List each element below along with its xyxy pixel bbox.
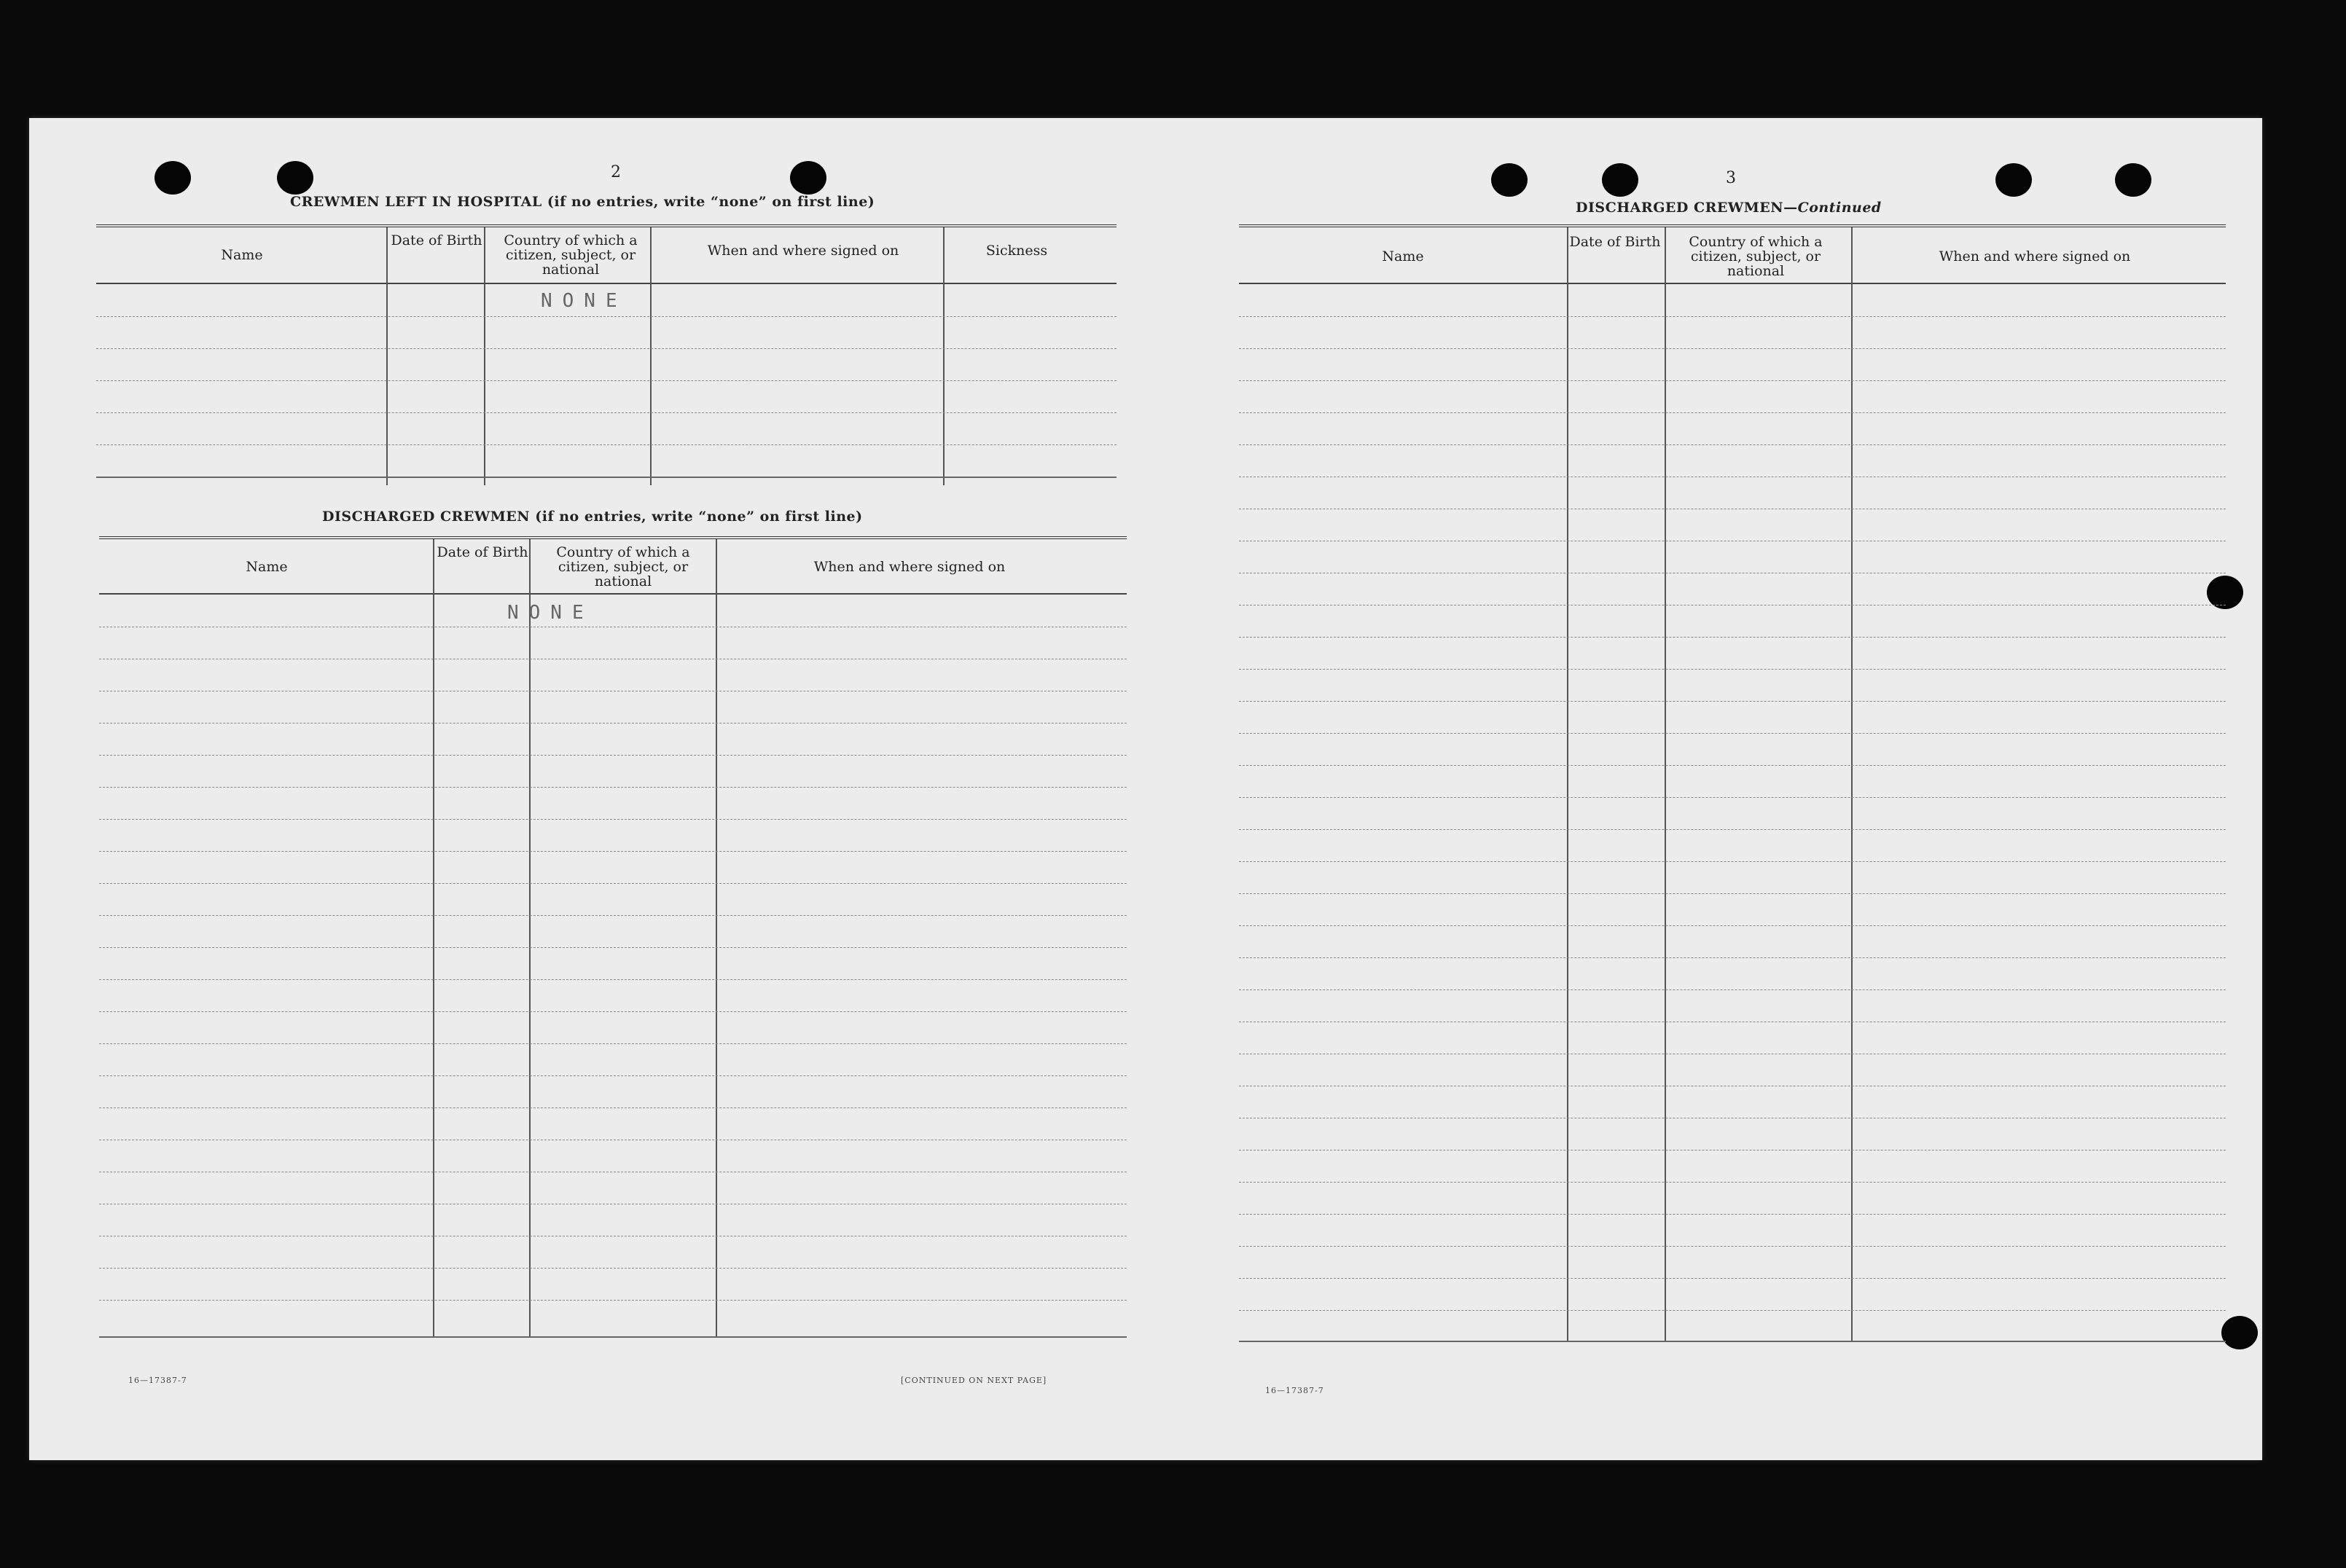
punch-hole [2115, 163, 2151, 197]
left-page [29, 118, 1152, 1460]
blank-row-line [99, 915, 1127, 916]
hospital-table [96, 224, 1117, 488]
form-number: 16—17387-7 [1265, 1386, 1324, 1395]
column-header-date-of-birth: Date of Birth [391, 232, 482, 248]
column-header-sickness: Sickness [985, 243, 1048, 259]
punch-hole [1491, 163, 1528, 197]
page-number: 2 [611, 163, 621, 181]
none-entry: NONE [507, 602, 594, 624]
blank-row-line [1239, 316, 2226, 317]
discharged-heading-note: (if no entries, write “none” on first line) [535, 509, 863, 525]
punch-hole [1602, 163, 1638, 197]
blank-row-line [1239, 637, 2226, 638]
column-header-name: Name [246, 559, 288, 575]
continued-label: Continued [1797, 200, 1882, 216]
punch-hole [155, 161, 191, 195]
punch-hole [277, 161, 313, 195]
blank-row-line [99, 1011, 1127, 1012]
blank-row-line [99, 787, 1127, 788]
column-header-country: Country of which a citizen, subject, or national [556, 544, 690, 589]
blank-row-line [99, 1043, 1127, 1044]
punch-hole [2221, 1316, 2258, 1349]
column-header-country: Country of which a citizen, subject, or national [504, 232, 638, 278]
blank-row-line [1239, 444, 2226, 445]
blank-row-line [1239, 1182, 2226, 1183]
right-page [1152, 118, 2262, 1460]
none-entry: NONE [541, 290, 627, 312]
column-header-signed-on: When and where signed on [813, 559, 1006, 575]
hospital-heading-title: CREWMEN LEFT IN HOSPITAL [290, 194, 542, 210]
blank-row-line [1239, 412, 2226, 413]
hospital-section-heading [290, 194, 875, 210]
blank-row-line [1239, 765, 2226, 766]
hospital-heading-note: (if no entries, write “none” on first line) [547, 194, 875, 210]
column-header-name: Name [221, 247, 263, 263]
blank-row-line [99, 755, 1127, 756]
blank-row-line [1239, 348, 2226, 349]
blank-row-line [1239, 669, 2226, 670]
blank-row-line [1239, 989, 2226, 990]
column-header-country: Country of which a citizen, subject, or national [1689, 234, 1823, 279]
continued-note: [CONTINUED ON NEXT PAGE] [901, 1376, 1047, 1385]
blank-row-line [1239, 925, 2226, 926]
blank-row-line [1239, 1214, 2226, 1215]
blank-row-line [99, 851, 1127, 852]
blank-row-line [1239, 380, 2226, 381]
column-header-name: Name [1382, 248, 1424, 264]
blank-row-line [1239, 701, 2226, 702]
blank-row-line [99, 883, 1127, 884]
discharged-continued-heading [1576, 200, 1882, 216]
discharged-heading-title: DISCHARGED CREWMEN [322, 509, 531, 525]
column-header-date-of-birth: Date of Birth [1569, 234, 1661, 250]
blank-row-line [1239, 1278, 2226, 1279]
discharged-heading-title: DISCHARGED CREWMEN— [1576, 200, 1798, 216]
blank-row-line [99, 723, 1127, 724]
blank-row-line [1239, 1246, 2226, 1247]
form-number: 16—17387-7 [128, 1376, 187, 1385]
blank-row-line [1239, 733, 2226, 734]
punch-hole [1995, 163, 2032, 197]
blank-row-line [1239, 957, 2226, 958]
document-sheet [29, 118, 2262, 1460]
blank-row-line [99, 1075, 1127, 1076]
discharged-section-heading [322, 509, 863, 525]
blank-row-line [1239, 797, 2226, 798]
discharged-continued-table [1239, 224, 2226, 1345]
blank-row-line [99, 979, 1127, 980]
column-header-date-of-birth: Date of Birth [437, 544, 528, 560]
blank-row-line [99, 1268, 1127, 1269]
page-number: 3 [1726, 169, 1736, 187]
blank-row-line [1239, 1310, 2226, 1311]
blank-row-line [1239, 829, 2226, 830]
discharged-table [99, 536, 1127, 1341]
blank-row-line [99, 1300, 1127, 1301]
column-header-signed-on: When and where signed on [1939, 248, 2131, 264]
column-header-signed-on: When and where signed on [707, 243, 899, 259]
punch-hole [790, 161, 826, 195]
blank-row-line [99, 947, 1127, 948]
blank-row-line [99, 819, 1127, 820]
blank-row-line [1239, 893, 2226, 894]
blank-row-line [1239, 861, 2226, 862]
